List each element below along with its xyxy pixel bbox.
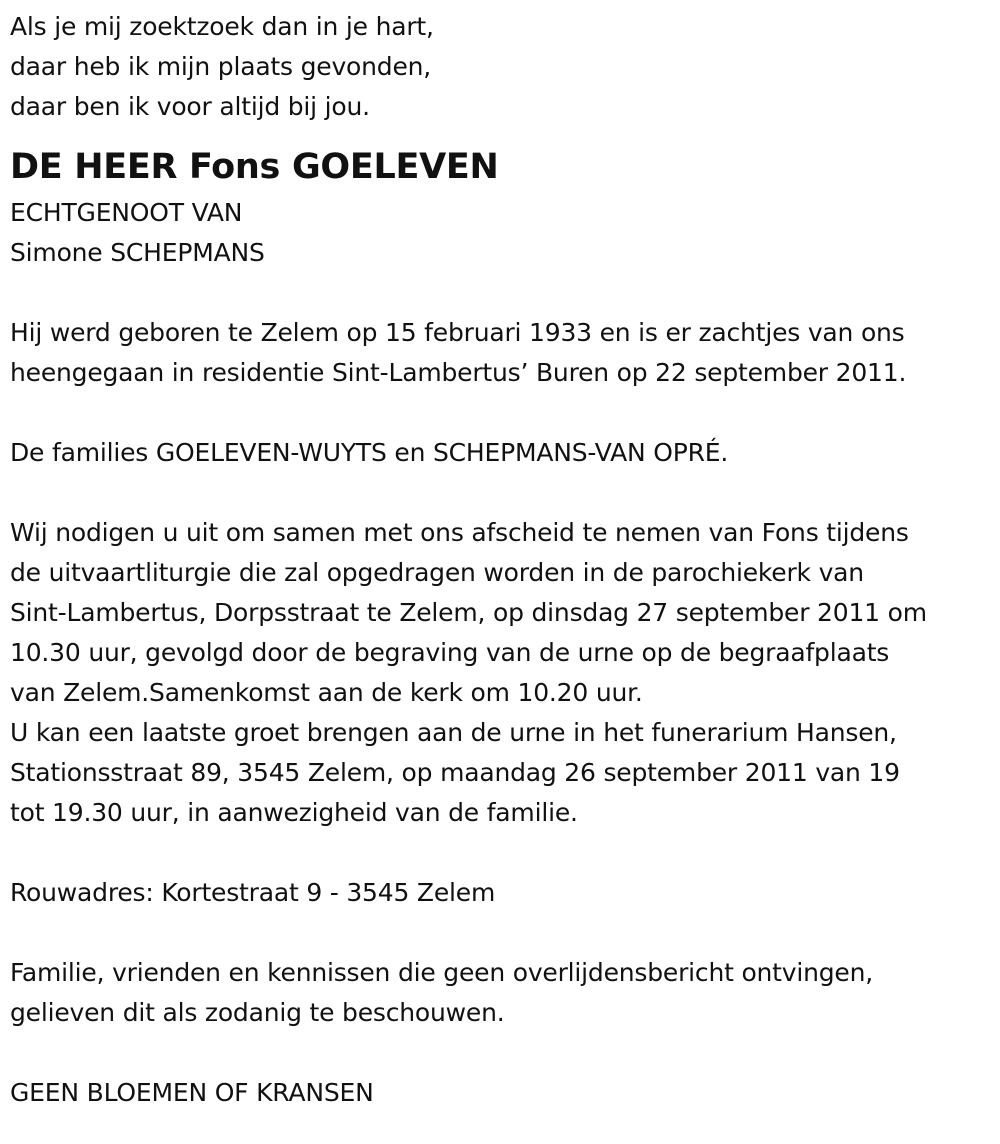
spouse-name: Simone SCHEPMANS — [10, 238, 265, 267]
paragraph-line: 10.30 uur, gevolgd door de begraving van de urne op de begraafplaats — [10, 638, 890, 667]
paragraph-line: de uitvaartliturgie die zal opgedragen worden in de parochiekerk van — [10, 558, 864, 587]
no-flowers-line: GEEN BLOEMEN OF KRANSEN — [10, 1078, 374, 1107]
deceased-name: DE HEER Fons GOELEVEN — [10, 147, 499, 187]
paragraph-line: Familie, vrienden en kennissen die geen overlijdensbericht ontvingen, — [10, 958, 874, 987]
notice-paragraph — [10, 953, 995, 1033]
paragraph-line: Sint-Lambertus, Dorpsstraat te Zelem, op dinsdag 27 september 2011 om — [10, 598, 927, 627]
families-line: De families GOELEVEN-WUYTS en SCHEPMANS-VAN OPRÉ. — [10, 438, 729, 467]
birth-death-paragraph — [10, 313, 995, 393]
paragraph-line: U kan een laatste groet brengen aan de urne in het funerarium Hansen, — [10, 718, 897, 747]
paragraph-line: Stationsstraat 89, 3545 Zelem, op maandag 26 september 2011 van 19 — [10, 758, 900, 787]
paragraph-line: tot 19.30 uur, in aanwezigheid van de familie. — [10, 798, 578, 827]
death-notice — [10, 7, 995, 1113]
mourning-address: Rouwadres: Kortestraat 9 - 3545 Zelem — [10, 878, 496, 907]
poem-line: daar heb ik mijn plaats gevonden, — [10, 52, 432, 81]
paragraph-line: Wij nodigen u uit om samen met ons afscheid te nemen van Fons tijdens — [10, 518, 909, 547]
poem — [10, 7, 995, 127]
paragraph-line: gelieven dit als zodanig te beschouwen. — [10, 998, 505, 1027]
spacer — [10, 473, 995, 513]
paragraph-line: van Zelem.Samenkomst aan de kerk om 10.20 uur. — [10, 678, 643, 707]
relation-label: ECHTGENOOT VAN — [10, 198, 243, 227]
ceremony-paragraph — [10, 513, 995, 833]
spacer — [10, 913, 995, 953]
poem-line: daar ben ik voor altijd bij jou. — [10, 92, 370, 121]
paragraph-line: heengegaan in residentie Sint-Lambertus’ Buren op 22 september 2011. — [10, 358, 907, 387]
poem-line: Als je mij zoektzoek dan in je hart, — [10, 12, 434, 41]
spacer — [10, 1033, 995, 1073]
spacer — [10, 833, 995, 873]
spacer — [10, 273, 995, 313]
spacer — [10, 393, 995, 433]
paragraph-line: Hij werd geboren te Zelem op 15 februari 1933 en is er zachtjes van ons — [10, 318, 905, 347]
